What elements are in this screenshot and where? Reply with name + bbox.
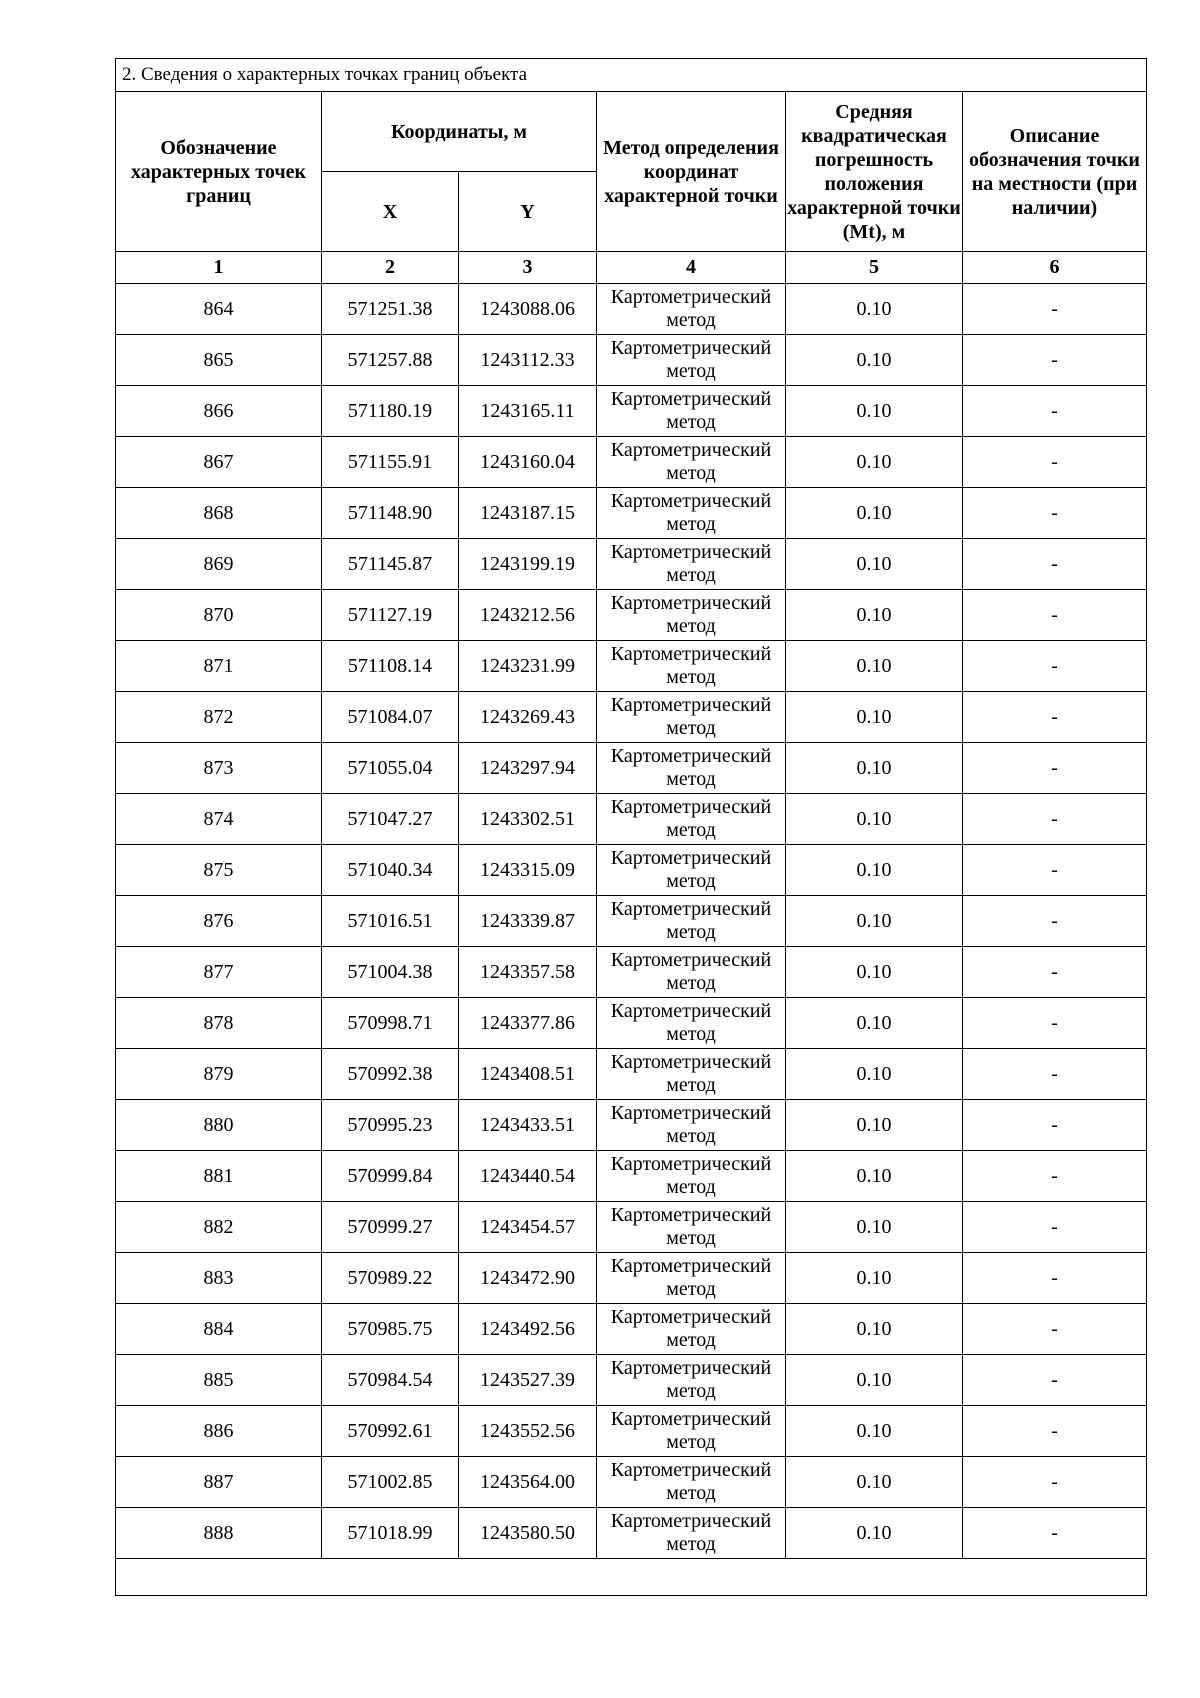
method-line1: Картометрический [610,1510,772,1532]
point-cell: 864 [116,284,322,335]
table-row [116,1049,1147,1100]
y-cell: 1243564.00 [459,1457,597,1508]
y-cell: 1243212.56 [459,590,597,641]
description-cell: - [963,1049,1147,1100]
table-row [116,1253,1147,1304]
method-line2: метод [666,462,716,484]
x-cell: 570985.75 [322,1304,459,1355]
y-cell: 1243165.11 [459,386,597,437]
point-cell: 876 [116,896,322,947]
description-cell: - [963,590,1147,641]
table-row [116,947,1147,998]
x-cell: 571145.87 [322,539,459,590]
column-number: 5 [786,252,963,284]
x-cell: 571047.27 [322,794,459,845]
x-cell: 571127.19 [322,590,459,641]
empty-footer-row [116,1559,1147,1596]
x-cell: 571251.38 [322,284,459,335]
point-cell: 879 [116,1049,322,1100]
error-cell: 0.10 [786,284,963,335]
method-line2: метод [666,666,716,688]
x-cell: 570999.27 [322,1202,459,1253]
column-number: 4 [597,252,786,284]
method-line1: Картометрический [610,796,772,818]
point-cell: 888 [116,1508,322,1559]
table-row [116,1202,1147,1253]
y-cell: 1243088.06 [459,284,597,335]
error-cell: 0.10 [786,692,963,743]
method-line2: метод [666,819,716,841]
method-line2: метод [666,1278,716,1300]
method-cell [597,488,786,539]
error-cell: 0.10 [786,1202,963,1253]
header-x: X [322,172,459,252]
method-cell [597,896,786,947]
y-cell: 1243339.87 [459,896,597,947]
description-cell: - [963,1304,1147,1355]
description-cell: - [963,998,1147,1049]
method-line1: Картометрический [610,337,772,359]
point-cell: 869 [116,539,322,590]
description-cell: - [963,284,1147,335]
x-cell: 571004.38 [322,947,459,998]
x-cell: 571055.04 [322,743,459,794]
error-cell: 0.10 [786,896,963,947]
point-cell: 873 [116,743,322,794]
y-cell: 1243199.19 [459,539,597,590]
x-cell: 570984.54 [322,1355,459,1406]
method-cell [597,386,786,437]
table-row [116,794,1147,845]
error-cell: 0.10 [786,590,963,641]
point-cell: 887 [116,1457,322,1508]
method-line1: Картометрический [610,694,772,716]
method-line1: Картометрический [610,286,772,308]
method-cell [597,1355,786,1406]
method-cell [597,743,786,794]
method-cell [597,1202,786,1253]
error-cell: 0.10 [786,1100,963,1151]
section-title: 2. Сведения о характерных точках границ объекта [116,59,1147,92]
column-number: 6 [963,252,1147,284]
method-line2: метод [666,360,716,382]
method-cell [597,692,786,743]
method-line2: метод [666,870,716,892]
x-cell: 571257.88 [322,335,459,386]
error-cell: 0.10 [786,1457,963,1508]
method-cell [597,998,786,1049]
x-cell: 571040.34 [322,845,459,896]
method-cell [597,1100,786,1151]
method-line1: Картометрический [610,439,772,461]
table-row [116,488,1147,539]
method-line1: Картометрический [610,541,772,563]
y-cell: 1243231.99 [459,641,597,692]
method-line2: метод [666,717,716,739]
y-cell: 1243440.54 [459,1151,597,1202]
method-line1: Картометрический [610,1357,772,1379]
method-line1: Картометрический [610,643,772,665]
point-cell: 881 [116,1151,322,1202]
method-line2: метод [666,921,716,943]
y-cell: 1243433.51 [459,1100,597,1151]
y-cell: 1243454.57 [459,1202,597,1253]
error-cell: 0.10 [786,1304,963,1355]
x-cell: 571002.85 [322,1457,459,1508]
error-cell: 0.10 [786,437,963,488]
x-cell: 570995.23 [322,1100,459,1151]
method-cell [597,539,786,590]
point-cell: 866 [116,386,322,437]
point-cell: 885 [116,1355,322,1406]
description-cell: - [963,743,1147,794]
method-line2: метод [666,1074,716,1096]
method-line2: метод [666,1482,716,1504]
header-description: Описание обозначения точки на местности (при наличии) [963,92,1147,252]
method-line2: метод [666,1431,716,1453]
x-cell: 570992.38 [322,1049,459,1100]
table-row [116,1151,1147,1202]
header-y: Y [459,172,597,252]
x-cell: 571018.99 [322,1508,459,1559]
description-cell: - [963,1151,1147,1202]
y-cell: 1243492.56 [459,1304,597,1355]
x-cell: 571084.07 [322,692,459,743]
table-row [116,335,1147,386]
method-line1: Картометрический [610,1459,772,1481]
point-cell: 874 [116,794,322,845]
table-row [116,1406,1147,1457]
method-line1: Картометрический [610,1102,772,1124]
method-line2: метод [666,1023,716,1045]
method-line1: Картометрический [610,745,772,767]
description-cell: - [963,386,1147,437]
description-cell: - [963,1508,1147,1559]
method-line2: метод [666,768,716,790]
table-row [116,590,1147,641]
error-cell: 0.10 [786,1406,963,1457]
x-cell: 571155.91 [322,437,459,488]
description-cell: - [963,896,1147,947]
x-cell: 571108.14 [322,641,459,692]
empty-footer-cell [116,1559,1147,1596]
method-line1: Картометрический [610,898,772,920]
method-line1: Картометрический [610,1408,772,1430]
method-line2: метод [666,1329,716,1351]
y-cell: 1243580.50 [459,1508,597,1559]
header-coordinates: Координаты, м [322,92,597,172]
error-cell: 0.10 [786,1355,963,1406]
y-cell: 1243552.56 [459,1406,597,1457]
description-cell: - [963,437,1147,488]
point-cell: 867 [116,437,322,488]
error-cell: 0.10 [786,1253,963,1304]
header-designation: Обозначение характерных точек границ [116,92,322,252]
error-cell: 0.10 [786,539,963,590]
description-cell: - [963,1355,1147,1406]
table-row [116,1457,1147,1508]
method-line2: метод [666,1125,716,1147]
y-cell: 1243269.43 [459,692,597,743]
method-line1: Картометрический [610,847,772,869]
description-cell: - [963,539,1147,590]
method-cell [597,947,786,998]
method-line1: Картометрический [610,1000,772,1022]
method-cell [597,794,786,845]
y-cell: 1243160.04 [459,437,597,488]
method-line1: Картометрический [610,949,772,971]
table-row [116,1304,1147,1355]
method-line1: Картометрический [610,490,772,512]
error-cell: 0.10 [786,386,963,437]
method-cell [597,845,786,896]
x-cell: 571148.90 [322,488,459,539]
column-number: 3 [459,252,597,284]
method-line2: метод [666,1176,716,1198]
error-cell: 0.10 [786,1508,963,1559]
y-cell: 1243187.15 [459,488,597,539]
description-cell: - [963,1100,1147,1151]
error-cell: 0.10 [786,1049,963,1100]
x-cell: 571016.51 [322,896,459,947]
error-cell: 0.10 [786,1151,963,1202]
point-cell: 883 [116,1253,322,1304]
method-line1: Картометрический [610,1204,772,1226]
description-cell: - [963,335,1147,386]
description-cell: - [963,1457,1147,1508]
point-cell: 870 [116,590,322,641]
method-cell [597,1151,786,1202]
method-line2: метод [666,1380,716,1402]
method-line1: Картометрический [610,592,772,614]
table-row [116,386,1147,437]
table-row [116,1100,1147,1151]
description-cell: - [963,794,1147,845]
description-cell: - [963,641,1147,692]
header-error: Средняя квадратическая погрешность положения характерной точки (Mt), м [786,92,963,252]
point-cell: 865 [116,335,322,386]
y-cell: 1243472.90 [459,1253,597,1304]
table-row [116,641,1147,692]
y-cell: 1243408.51 [459,1049,597,1100]
description-cell: - [963,692,1147,743]
method-cell [597,590,786,641]
table-row [116,284,1147,335]
point-cell: 886 [116,1406,322,1457]
point-cell: 877 [116,947,322,998]
description-cell: - [963,488,1147,539]
table-row [116,692,1147,743]
method-cell [597,1253,786,1304]
table-row [116,998,1147,1049]
method-cell [597,284,786,335]
x-cell: 570992.61 [322,1406,459,1457]
method-line2: метод [666,972,716,994]
column-number: 1 [116,252,322,284]
method-cell [597,437,786,488]
table-row [116,845,1147,896]
y-cell: 1243297.94 [459,743,597,794]
method-cell [597,1304,786,1355]
error-cell: 0.10 [786,947,963,998]
y-cell: 1243527.39 [459,1355,597,1406]
method-cell [597,641,786,692]
method-line2: метод [666,309,716,331]
table-row [116,539,1147,590]
table-row [116,1508,1147,1559]
x-cell: 570999.84 [322,1151,459,1202]
method-cell [597,1457,786,1508]
y-cell: 1243112.33 [459,335,597,386]
error-cell: 0.10 [786,641,963,692]
description-cell: - [963,845,1147,896]
y-cell: 1243315.09 [459,845,597,896]
point-cell: 884 [116,1304,322,1355]
method-line2: метод [666,564,716,586]
error-cell: 0.10 [786,335,963,386]
method-line1: Картометрический [610,1255,772,1277]
method-line2: метод [666,513,716,535]
point-cell: 878 [116,998,322,1049]
y-cell: 1243377.86 [459,998,597,1049]
x-cell: 571180.19 [322,386,459,437]
method-cell [597,1049,786,1100]
boundary-points-sheet [115,58,1146,1596]
error-cell: 0.10 [786,488,963,539]
column-numbers-row [116,252,1147,284]
point-cell: 875 [116,845,322,896]
table-body [116,284,1147,1559]
point-cell: 882 [116,1202,322,1253]
method-line1: Картометрический [610,1153,772,1175]
point-cell: 868 [116,488,322,539]
point-cell: 871 [116,641,322,692]
method-line1: Картометрический [610,388,772,410]
method-line2: метод [666,411,716,433]
table-row [116,1355,1147,1406]
method-line2: метод [666,615,716,637]
table-row [116,896,1147,947]
table-row [116,743,1147,794]
error-cell: 0.10 [786,794,963,845]
point-cell: 880 [116,1100,322,1151]
description-cell: - [963,1406,1147,1457]
x-cell: 570998.71 [322,998,459,1049]
method-line1: Картометрический [610,1306,772,1328]
error-cell: 0.10 [786,998,963,1049]
method-line2: метод [666,1227,716,1249]
error-cell: 0.10 [786,845,963,896]
method-line2: метод [666,1533,716,1555]
method-cell [597,335,786,386]
method-cell [597,1406,786,1457]
description-cell: - [963,1202,1147,1253]
y-cell: 1243302.51 [459,794,597,845]
boundary-points-table [115,58,1147,1596]
description-cell: - [963,947,1147,998]
header-method: Метод определения координат характерной точки [597,92,786,252]
method-line1: Картометрический [610,1051,772,1073]
table-row [116,437,1147,488]
y-cell: 1243357.58 [459,947,597,998]
x-cell: 570989.22 [322,1253,459,1304]
column-number: 2 [322,252,459,284]
description-cell: - [963,1253,1147,1304]
method-cell [597,1508,786,1559]
point-cell: 872 [116,692,322,743]
error-cell: 0.10 [786,743,963,794]
